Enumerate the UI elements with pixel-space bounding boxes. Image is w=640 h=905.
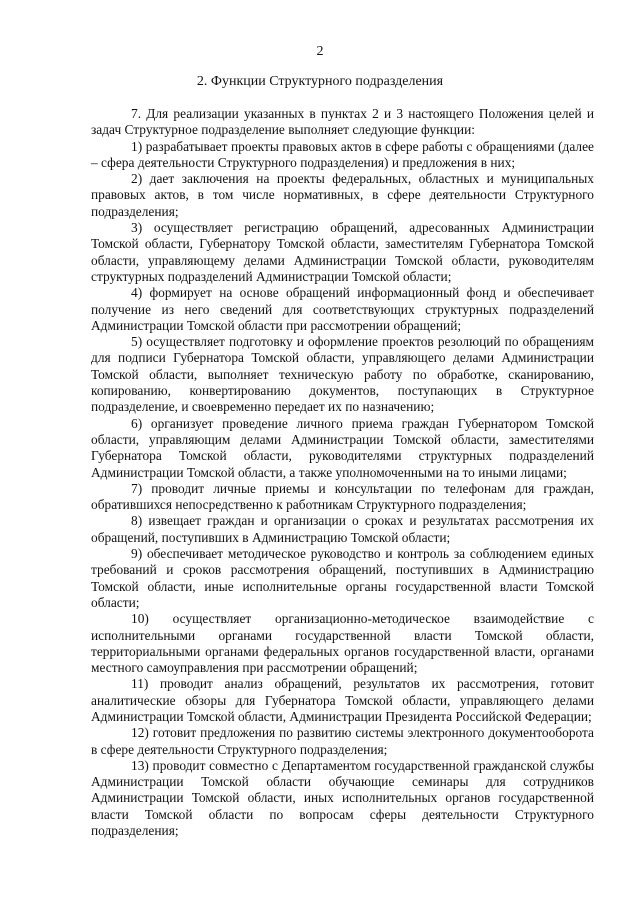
paragraph-function-4: 4) формирует на основе обращений информационный фонд и обеспечивает получение из него сведений для соответствующих структурных подразделений Администрации Томской области при рассмотрении обращений; xyxy=(91,285,594,333)
paragraph-function-8: 8) извещает граждан и организации о сроках и результатах рассмотрения их обращений, поступивших в Администрацию Томской области; xyxy=(91,513,594,545)
paragraph-function-1: 1) разрабатывает проекты правовых актов в сфере работы с обращениями (далее – сфера деятельности Структурного подразделения) и предложения в них; xyxy=(91,138,594,170)
paragraph-function-13: 13) проводит совместно с Департаментом государственной гражданской службы Администрации Томской области обучающие семинары для сотрудников Администрации Томской области, иных исполнительных органов государственной власти Томской области по вопросам сферы деятельности Структурного подразделения; xyxy=(91,757,594,839)
paragraph-function-12: 12) готовит предложения по развитию системы электронного документооборота в сфере деятельности Структурного подразделения; xyxy=(91,725,594,757)
section-title: 2. Функции Структурного подразделения xyxy=(196,74,444,89)
paragraph-function-10: 10) осуществляет организационно-методическое взаимодействие с исполнительными органами государственной власти Томской области, территориальными органами федеральных органов государственной власти, органами местного самоуправления при рассмотрении обращений; xyxy=(91,611,594,676)
paragraph-function-7: 7) проводит личные приемы и консультации по телефонам для граждан, обратившихся непосредственно к работникам Структурного подразделения; xyxy=(91,480,594,513)
paragraph-intro: 7. Для реализации указанных в пунктах 2 и 3 настоящего Положения целей и задач Структурное подразделение выполняет следующие функции: xyxy=(91,106,594,138)
body-text xyxy=(91,106,594,839)
paragraph-function-11: 11) проводит анализ обращений, результатов их рассмотрения, готовит аналитические обзоры для Губернатора Томской области, управляющего делами Администрации Томской области, Администрации Президента Российской Федерации; xyxy=(91,676,594,724)
paragraph-function-2: 2) дает заключения на проекты федеральных, областных и муниципальных правовых актов, в том числе нормативных, в сфере деятельности Структурного подразделения; xyxy=(91,171,594,219)
paragraph-function-3: 3) осуществляет регистрацию обращений, адресованных Администрации Томской области, Губернатору Томской области, заместителям Губернатора Томской области, управляющему делами Администрации Томской области, руководителям структурных подразделений Администрации Томской области; xyxy=(91,220,594,284)
paragraph-function-6: 6) организует проведение личного приема граждан Губернатором Томской области, управляющим делами Администрации Томской области, заместителями Губернатора Томской области, руководителями структурных подразделений Администрации Томской области, а также уполномоченными на то иными лицами; xyxy=(91,415,594,480)
paragraph-function-5: 5) осуществляет подготовку и оформление проектов резолюций по обращениям для подписи Губернатора Томской области, управляющего делами Администрации Томской области, выполняет техническую работу по обработке, сканированию, копированию, конвертированию документов, поступающих в Структурное подразделение, и своевременно передает их по назначению; xyxy=(91,334,594,415)
paragraph-function-9: 9) обеспечивает методическое руководство и контроль за соблюдением единых требований и сроков рассмотрения обращений, поступивших в Администрацию Томской области, иные исполнительные органы государственной власти Томской области; xyxy=(91,546,594,610)
page-number: 2 xyxy=(316,44,324,59)
